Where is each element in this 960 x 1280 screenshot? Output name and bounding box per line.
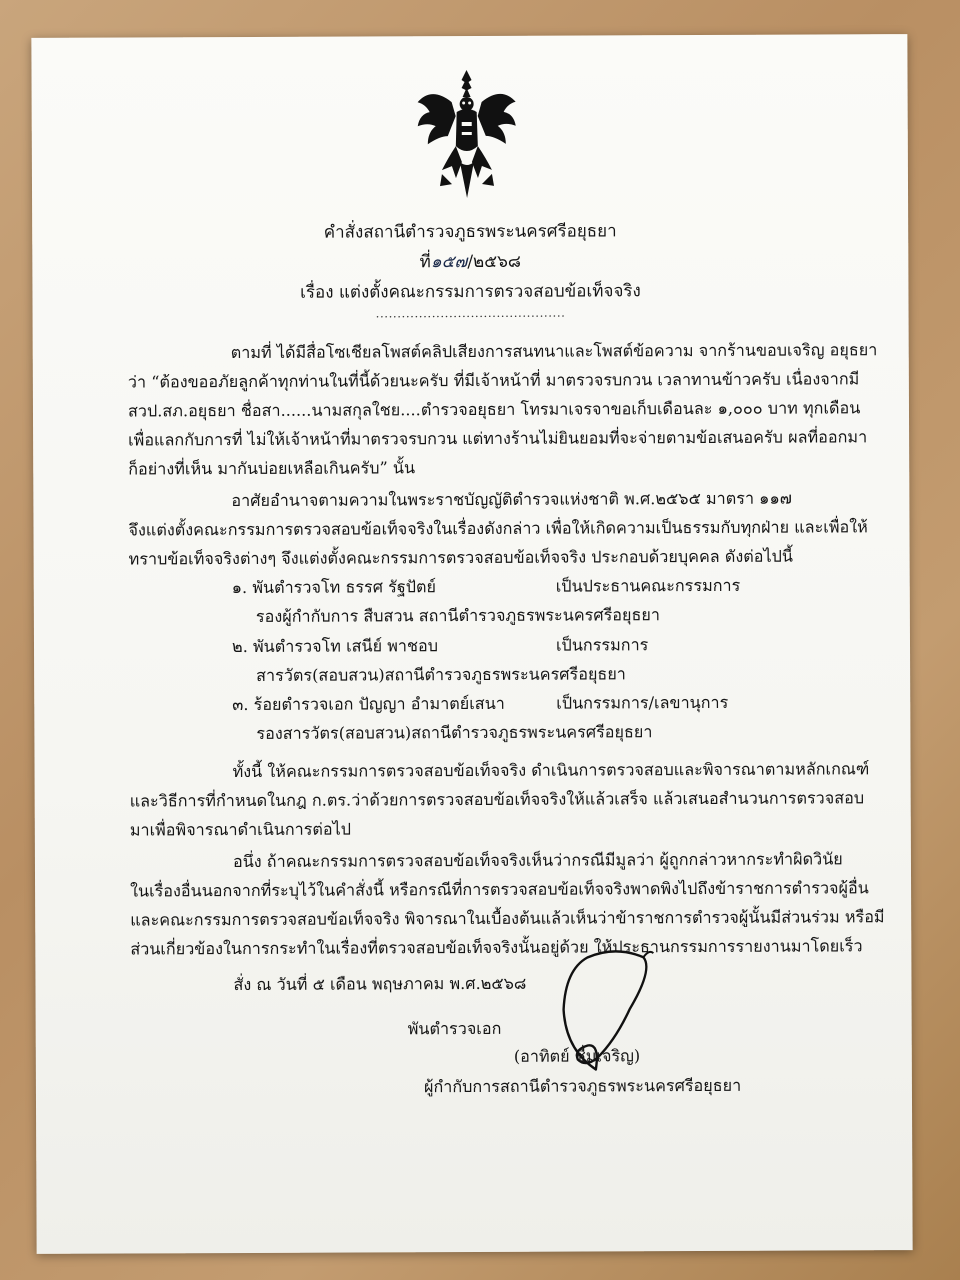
paragraph-4-line: และคณะกรรมการตรวจสอบข้อเท็จจริง พิจารณาในเบื้องต้นแล้วเห็นว่าข้าราชการตำรวจผู้นั้นมีส่วนร่วม หรือมี [130,907,885,930]
member-role: เป็นกรรมการ [555,635,649,655]
paragraph-3-line: และวิธีการที่กำหนดในกฎ ก.ตร.ว่าด้วยการตรวจสอบข้อเท็จจริงให้แล้วเสร็จ แล้วเสนอสำนวนการตรวจสอบ [129,788,865,811]
member-name: ๒. พันตำรวจโท เสนีย์ พาชอบ [231,636,438,657]
paragraph-3-line: ทั้งนี้ ให้คณะกรรมการตรวจสอบข้อเท็จจริง ดำเนินการตรวจสอบและพิจารณาตามหลักเกณฑ์ [232,759,870,782]
paragraph-1-line: ว่า “ต้องขออภัยลูกค้าทุกท่านในที่นี้ด้วยนะครับ ที่มีเจ้าหน้าที่ มาตรวจรบกวน เวลาทานข้าวครับ เนื่องจากมี [127,369,860,392]
signer-rank: พันตำรวจเอก [407,1018,502,1039]
member-role: เป็นประธานคณะกรรมการ [555,575,741,596]
order-subject: เรื่อง แต่งตั้งคณะกรรมการตรวจสอบข้อเท็จจริง [300,281,641,303]
order-date: สั่ง ณ วันที่ ๕ เดือน พฤษภาคม พ.ศ.๒๕๖๘ [233,973,527,995]
document-page [31,34,912,1254]
handwritten-number: ๑๕๗ [430,252,468,273]
member-position: รองผู้กำกับการ สืบสวน สถานีตำรวจภูธรพระนครศรีอยุธยา [255,605,660,626]
member-name: ๑. พันตำรวจโท ธรรศ รัฐปัตย์ [231,577,437,598]
paragraph-1-line: ตามที่ ได้มีสื่อโซเชียลโพสต์คลิปเสียงการสนทนาและโพสต์ข้อความ จากร้านขอบเจริญ อยุธยา [230,340,878,363]
paragraph-1-line: ก็อย่างที่เห็น มากันบ่อยเหลือเกินครับ” นั้น [128,458,416,479]
signer-position: ผู้กำกับการสถานีตำรวจภูธรพระนครศรีอยุธยา [423,1075,742,1097]
paragraph-2-line: ทราบข้อเท็จจริงต่างๆ จึงแต่งตั้งคณะกรรมการตรวจสอบข้อเท็จจริง ประกอบด้วยบุคคล ดังต่อไปนี้ [128,546,793,569]
paragraph-3-line: มาเพื่อพิจารณาดำเนินการต่อไป [129,819,352,840]
member-name: ๓. ร้อยตำรวจเอก ปัญญา อำมาตย์เสนา [232,693,505,715]
paragraph-1-line: เพื่อแลกกับการที่ ไม่ให้เจ้าหน้าที่มาตรวจรบกวน แต่ทางร้านไม่ยินยอมที่จะจ่ายตามข้อเสนอครับ ผลที่ออกมา [128,427,868,450]
paragraph-4-line: ในเรื่องอื่นนอกจากที่ระบุไว้ในคำสั่งนี้ หรือกรณีที่การตรวจสอบข้อเท็จจริงพาดพิงไปถึงข้าราชการตำรวจผู้อื่น [130,878,869,901]
paragraph-4-line: อนึ่ง ถ้าคณะกรรมการตรวจสอบข้อเท็จจริงเห็นว่ากรณีมีมูลว่า ผู้ถูกกล่าวหากระทำผิดวินัย [232,849,843,872]
paragraph-1-line: สวป.สภ.อยุธยา ชื่อสา......นามสกุลใชย....ตำรวจอยุธยา โทรมาเจรจาขอเก็บเดือนละ ๑,๐๐๐ บาท ทุกเดือน [127,398,861,421]
number-suffix: /๒๕๖๘ [467,251,522,273]
member-position: รองสารวัตร(สอบสวน)สถานีตำรวจภูธรพระนครศรีอยุธยา [256,722,653,743]
title-divider: ............................................ [375,305,566,321]
garuda-emblem-icon [411,66,522,206]
paragraph-2-line: อาศัยอำนาจตามความในพระราชบัญญัติตำรวจแห่งชาติ พ.ศ.๒๕๖๕ มาตรา ๑๑๗ [231,488,792,511]
number-prefix: ที่ [419,252,431,273]
paragraph-4-line: ส่วนเกี่ยวข้องในการกระทำในเรื่องที่ตรวจสอบข้อเท็จจริงนั้นอยู่ด้วย ให้ประธานกรรมการรายงานมาโดยเร็ว [130,936,863,959]
paragraph-2-line: จึงแต่งตั้งคณะกรรมการตรวจสอบข้อเท็จจริงในเรื่องดังกล่าว เพื่อให้เกิดความเป็นธรรมกับทุกฝ่าย และเพื่อให้ [128,517,868,540]
member-role: เป็นกรรมการ/เลขานุการ [556,692,729,713]
order-number [32,246,908,277]
order-title: คำสั่งสถานีตำรวจภูธรพระนครศรีอยุธยา [323,221,617,243]
signer-name: (อาทิตย์ ชื่มเจริญ) [513,1046,641,1066]
member-position: สารวัตร(สอบสวน)สถานีตำรวจภูธรพระนครศรีอยุธยา [256,664,626,685]
